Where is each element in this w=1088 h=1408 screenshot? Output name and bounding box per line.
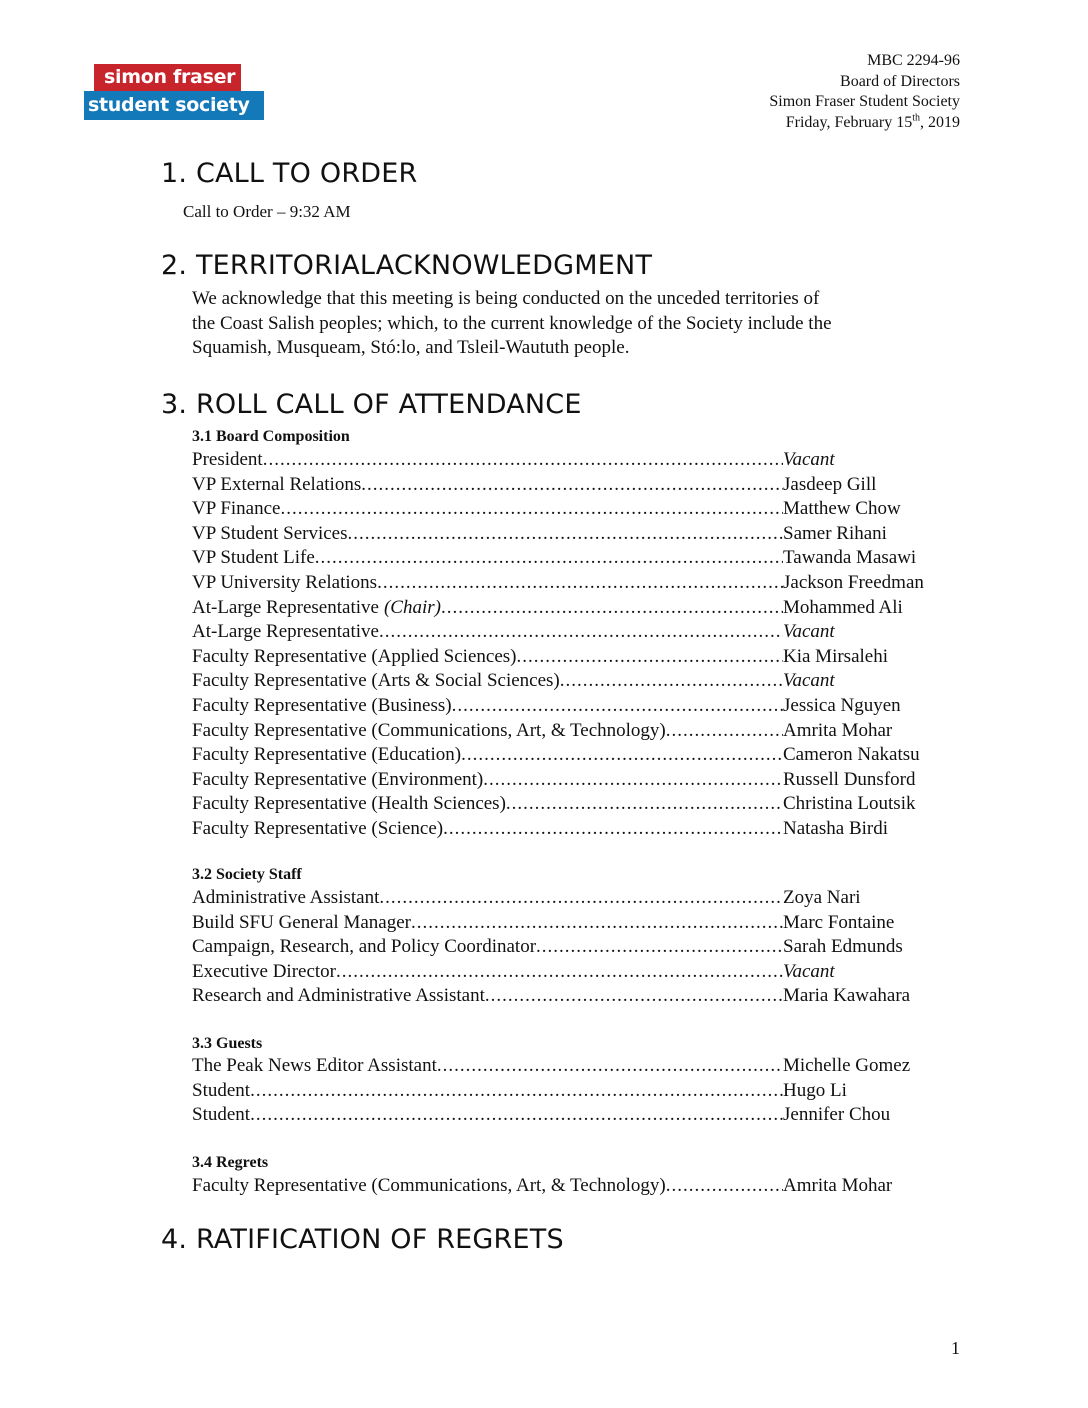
role-label: VP Finance	[192, 498, 281, 520]
person-name: Vacant	[783, 449, 835, 470]
dot-leader	[560, 669, 783, 693]
role-label: At-Large Representative	[192, 596, 379, 618]
role-label: Administrative Assistant	[192, 887, 380, 908]
dot-leader	[348, 522, 783, 546]
attendance-row	[192, 473, 962, 497]
dot-leader	[377, 571, 783, 595]
attendance-row	[192, 620, 962, 644]
subheading-society-staff: 3.2 Society Staff	[192, 866, 302, 883]
dot-leader	[483, 768, 783, 792]
dot-leader	[336, 960, 783, 984]
role-label: Faculty Representative (Business)	[192, 695, 452, 716]
attendance-row	[192, 522, 962, 546]
subheading-regrets: 3.4 Regrets	[192, 1154, 269, 1171]
attendance-row	[192, 886, 962, 910]
dot-leader	[263, 448, 783, 472]
dot-leader	[441, 596, 783, 620]
page-number: 1	[951, 1338, 960, 1358]
dot-leader	[437, 1054, 783, 1078]
person-name: Amrita Mohar	[783, 1175, 893, 1196]
role-label: Faculty Representative (Environment)	[192, 768, 484, 790]
person-name: Michelle Gomez	[783, 1055, 911, 1076]
attendance-row	[192, 1054, 962, 1078]
person-name: Sarah Edmunds	[783, 936, 903, 958]
attendance-row	[192, 694, 962, 718]
attendance-row	[192, 719, 962, 743]
person-name: Amrita Mohar	[783, 719, 893, 741]
person-name: Maria Kawahara	[783, 985, 911, 1007]
role-label: Research and Administrative Assistant	[192, 985, 485, 1007]
attendance-row	[192, 645, 962, 669]
person-name: Mohammed Ali	[783, 596, 903, 618]
role-label: The Peak News Editor Assistant	[192, 1055, 437, 1076]
attendance-row	[192, 546, 962, 570]
role-label: Student	[192, 1079, 251, 1101]
dot-leader	[379, 620, 783, 644]
person-name: Jessica Nguyen	[783, 695, 901, 716]
role-label: At-Large Representative	[192, 621, 379, 643]
role-label: VP Student Services	[192, 522, 348, 544]
person-name: Marc Fontaine	[783, 911, 895, 933]
dot-leader	[452, 694, 783, 718]
logo-text-bottom: student society	[84, 91, 264, 120]
attendance-row	[192, 768, 962, 792]
attendance-row	[192, 960, 962, 984]
role-label: Faculty Representative (Arts & Social Sciences)	[192, 670, 560, 692]
person-name: Jennifer Chou	[783, 1104, 891, 1126]
person-name: Christina Loutsik	[783, 793, 916, 815]
person-name: Samer Rihani	[783, 522, 887, 544]
header-line: Board of Directors	[840, 72, 960, 90]
attendance-row	[192, 669, 962, 693]
header-line: Simon Fraser Student Society	[769, 93, 960, 110]
attendance-row	[192, 911, 962, 935]
subheading-board-composition: 3.1 Board Composition	[192, 428, 350, 445]
dot-leader	[461, 743, 783, 767]
attendance-row	[192, 596, 962, 620]
attendance-row	[192, 1174, 962, 1198]
section-heading-territorial: 2. TERRITORIALACKNOWLEDGMENT	[161, 250, 653, 281]
dot-leader	[443, 817, 783, 841]
dot-leader	[280, 497, 783, 521]
dot-leader	[411, 911, 783, 935]
role-label: VP Student Life	[192, 547, 315, 569]
role-label: Executive Director	[192, 960, 337, 982]
dot-leader	[379, 886, 783, 910]
dot-leader	[516, 645, 783, 669]
person-name: Jackson Freedman	[783, 572, 924, 593]
logo-text-top: simon fraser	[94, 64, 241, 91]
role-label: Student	[192, 1104, 251, 1126]
person-name: Vacant	[783, 960, 835, 982]
role-label: Faculty Representative (Applied Sciences)	[192, 645, 517, 667]
attendance-row	[192, 984, 962, 1008]
sfss-logo	[84, 64, 266, 120]
attendance-row	[192, 1103, 962, 1127]
person-name: Cameron Nakatsu	[783, 744, 920, 766]
role-label: Faculty Representative (Health Sciences)	[192, 793, 506, 815]
subheading-guests: 3.3 Guests	[192, 1035, 263, 1052]
attendance-row	[192, 743, 962, 767]
territorial-acknowledgment-text: We acknowledge that this meeting is being conducted on the unceded territories of the Coast Salish peoples; which, to the current knowledge of the Society include the Squamish, Musqueam, Stó:lo, and Tsleil-Waututh people.	[192, 288, 832, 359]
role-label: Faculty Representative (Communications, Art, & Technology)	[192, 719, 666, 741]
document-header	[769, 51, 960, 133]
role-label: Faculty Representative (Communications, Art, & Technology)	[192, 1175, 666, 1196]
attendance-row	[192, 571, 962, 595]
role-label: Build SFU General Manager	[192, 911, 411, 933]
person-name: Natasha Birdi	[783, 818, 889, 839]
dot-leader	[485, 984, 783, 1008]
dot-leader	[250, 1079, 783, 1103]
dot-leader	[666, 719, 783, 743]
role-label: VP External Relations	[192, 473, 362, 495]
dot-leader	[361, 473, 783, 497]
role-label: President	[192, 449, 263, 470]
role-label: Faculty Representative (Science)	[192, 818, 444, 839]
attendance-row	[192, 448, 962, 472]
role-label: Campaign, Research, and Policy Coordinator	[192, 936, 537, 958]
attendance-row	[192, 817, 962, 841]
role-note: (Chair)	[383, 596, 441, 618]
dot-leader	[666, 1174, 783, 1198]
call-to-order-time: Call to Order – 9:32 AM	[183, 202, 351, 221]
dot-leader	[506, 792, 783, 816]
person-name: Tawanda Masawi	[783, 547, 917, 569]
attendance-row	[192, 497, 962, 521]
dot-leader	[536, 935, 783, 959]
section-heading-ratification: 4. RATIFICATION OF REGRETS	[161, 1224, 564, 1255]
person-name: Hugo Li	[783, 1079, 847, 1101]
header-line: MBC 2294-96	[867, 52, 960, 69]
attendance-row	[192, 792, 962, 816]
role-label: VP University Relations	[192, 572, 378, 593]
person-name: Kia Mirsalehi	[783, 645, 889, 667]
attendance-row	[192, 935, 962, 959]
attendance-row	[192, 1079, 962, 1103]
person-name: Russell Dunsford	[783, 768, 916, 790]
person-name: Matthew Chow	[783, 498, 901, 520]
header-date: Friday, February 15th, 2019	[785, 112, 960, 131]
section-heading-roll-call: 3. ROLL CALL OF ATTENDANCE	[161, 389, 582, 420]
role-label: Faculty Representative (Education)	[192, 744, 462, 766]
section-heading-call-to-order: 1. CALL TO ORDER	[161, 158, 418, 189]
person-name: Vacant	[783, 670, 835, 692]
dot-leader	[250, 1103, 783, 1127]
person-name: Jasdeep Gill	[783, 473, 877, 495]
dot-leader	[315, 546, 783, 570]
person-name: Vacant	[783, 621, 835, 643]
person-name: Zoya Nari	[783, 887, 861, 908]
